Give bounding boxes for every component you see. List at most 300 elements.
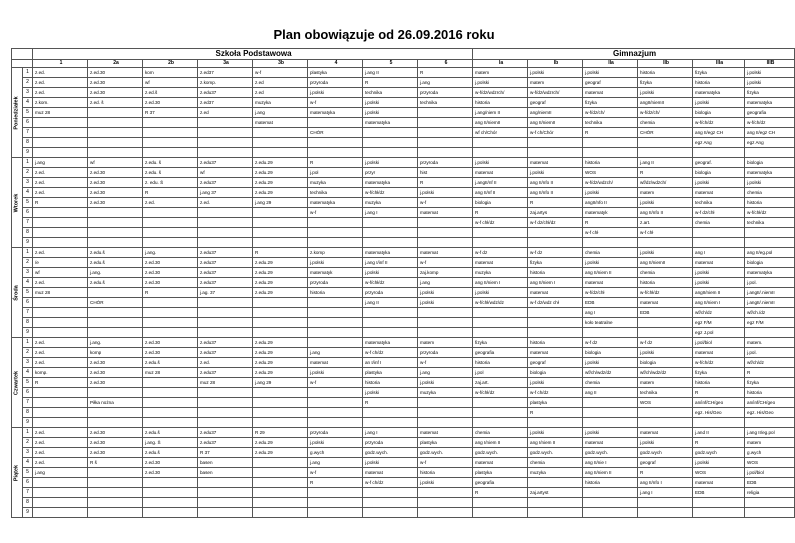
lesson-number: 7: [23, 398, 33, 408]
lesson-cell: [473, 308, 528, 318]
lesson-row: [12, 308, 795, 318]
class-header: 3a: [198, 60, 253, 68]
lesson-cell: ang II/niemII: [473, 118, 528, 128]
lesson-cell: z.ed.: [33, 338, 88, 348]
lesson-cell: [88, 288, 143, 298]
lesson-cell: matemat: [473, 458, 528, 468]
lesson-cell: biologia: [583, 348, 638, 358]
lesson-cell: matematyk: [308, 268, 363, 278]
corner-cell: [12, 49, 33, 60]
lesson-cell: z.ed.30: [88, 78, 143, 88]
lesson-cell: [363, 408, 418, 418]
lesson-number: 3: [23, 358, 33, 368]
lesson-cell: [583, 238, 638, 248]
lesson-cell: fizyka: [745, 88, 795, 98]
lesson-cell: z.edu.š: [88, 278, 143, 288]
lesson-cell: [308, 298, 363, 308]
lesson-cell: j.polski: [693, 268, 745, 278]
lesson-cell: j.polski: [583, 68, 638, 78]
lesson-cell: [418, 318, 473, 328]
lesson-cell: z.ed.30: [88, 168, 143, 178]
lesson-cell: z.ed.: [33, 88, 88, 98]
lesson-cell: [583, 488, 638, 498]
lesson-cell: [473, 318, 528, 328]
lesson-cell: [473, 418, 528, 428]
lesson-cell: [88, 118, 143, 128]
lesson-cell: matematyka: [745, 268, 795, 278]
lesson-cell: [308, 308, 363, 318]
day-label: [12, 428, 23, 518]
lesson-cell: [198, 238, 253, 248]
lesson-cell: z.ed. š: [88, 98, 143, 108]
lesson-cell: [418, 418, 473, 428]
lesson-cell: ang II/nfo II: [528, 178, 583, 188]
lesson-cell: z.ed.30: [88, 368, 143, 378]
lesson-cell: przyroda: [418, 348, 473, 358]
lesson-cell: z.komp: [308, 248, 363, 258]
lesson-cell: biologia: [693, 108, 745, 118]
lesson-cell: R 37: [198, 448, 253, 458]
lesson-cell: plastyka: [308, 68, 363, 78]
lesson-cell: matem.: [745, 338, 795, 348]
lesson-row: [12, 438, 795, 448]
lesson-cell: [363, 488, 418, 498]
lesson-cell: basen: [198, 468, 253, 478]
lesson-cell: [143, 508, 198, 518]
lesson-row: [12, 508, 795, 518]
lesson-cell: fizyka: [528, 258, 583, 268]
lesson-cell: z.ed.: [33, 348, 88, 358]
lesson-cell: historia: [473, 98, 528, 108]
lesson-cell: j.ang.: [143, 248, 198, 258]
lesson-number: 7: [23, 308, 33, 318]
lesson-row: [12, 148, 795, 158]
lesson-cell: z.edu.29: [253, 288, 308, 298]
lesson-cell: j.ang.: [88, 338, 143, 348]
lesson-cell: z.edu.29: [253, 268, 308, 278]
lesson-cell: j.ang.: [88, 268, 143, 278]
lesson-cell: j.polski: [638, 88, 693, 98]
lesson-cell: muzyka: [363, 198, 418, 208]
lesson-cell: WOS: [693, 468, 745, 478]
lesson-number: 6: [23, 298, 33, 308]
lesson-cell: historia: [693, 378, 745, 388]
lesson-cell: plastyka: [473, 468, 528, 478]
lesson-row: [12, 398, 795, 408]
lesson-number: 4: [23, 278, 33, 288]
lesson-cell: [528, 478, 583, 488]
lesson-cell: j.ang: [33, 158, 88, 168]
lesson-cell: [198, 128, 253, 138]
lesson-cell: w-f dz/chł/dz: [528, 218, 583, 228]
lesson-cell: j.polski: [583, 258, 638, 268]
lesson-cell: j.polski: [363, 268, 418, 278]
corner-cell: [12, 60, 33, 68]
lesson-cell: przyroda: [308, 278, 363, 288]
lesson-cell: zaj.art.: [473, 378, 528, 388]
lesson-cell: [418, 398, 473, 408]
lesson-cell: z.ed.30: [88, 378, 143, 388]
lesson-cell: j.polski: [693, 458, 745, 468]
lesson-cell: R: [308, 478, 363, 488]
lesson-cell: [253, 508, 308, 518]
lesson-cell: plastyka: [528, 398, 583, 408]
lesson-number: 7: [23, 218, 33, 228]
lesson-cell: R: [745, 368, 795, 378]
lesson-cell: j.polski: [418, 188, 473, 198]
lesson-cell: R: [363, 78, 418, 88]
lesson-cell: w-f chł: [583, 228, 638, 238]
lesson-cell: [198, 118, 253, 128]
lesson-row: [12, 178, 795, 188]
lesson-cell: chemia: [638, 268, 693, 278]
lesson-cell: [693, 228, 745, 238]
lesson-cell: z.kom.: [33, 98, 88, 108]
lesson-cell: [143, 128, 198, 138]
lesson-cell: [143, 318, 198, 328]
lesson-cell: matemat: [583, 438, 638, 448]
school-header-row: [12, 49, 795, 60]
lesson-cell: [693, 148, 745, 158]
class-header: 2b: [143, 60, 198, 68]
lesson-cell: [33, 138, 88, 148]
lesson-cell: w-f chł: [638, 228, 693, 238]
lesson-cell: geograf: [528, 98, 583, 108]
lesson-cell: [143, 478, 198, 488]
lesson-cell: historia: [528, 268, 583, 278]
lesson-cell: w-f: [308, 208, 363, 218]
lesson-cell: [33, 218, 88, 228]
lesson-cell: ang II/nf II: [473, 188, 528, 198]
lesson-number: 9: [23, 328, 33, 338]
lesson-cell: R: [693, 438, 745, 448]
lesson-cell: [198, 398, 253, 408]
lesson-cell: matematyka: [308, 108, 363, 118]
lesson-cell: j.ang 29: [253, 198, 308, 208]
lesson-cell: j.ang II/eg.pol: [745, 428, 795, 438]
lesson-cell: ang II/nie I: [583, 458, 638, 468]
lesson-number: 4: [23, 98, 33, 108]
lesson-cell: matemat: [473, 258, 528, 268]
lesson-cell: [308, 338, 363, 348]
lesson-cell: [473, 328, 528, 338]
lesson-cell: j.ang II: [363, 68, 418, 78]
lesson-row: [12, 68, 795, 78]
lesson-cell: [253, 298, 308, 308]
lesson-cell: R: [253, 248, 308, 258]
lesson-cell: [33, 118, 88, 128]
lesson-row: [12, 228, 795, 238]
day-name: Piątek: [13, 464, 20, 481]
lesson-number: 3: [23, 268, 33, 278]
lesson-row: [12, 388, 795, 398]
lesson-cell: w-f ch/Chór: [528, 128, 583, 138]
lesson-cell: R: [638, 168, 693, 178]
lesson-row: [12, 358, 795, 368]
lesson-cell: muz 28: [33, 108, 88, 118]
lesson-cell: geografia: [745, 108, 795, 118]
lesson-cell: j.polski: [418, 288, 473, 298]
lesson-cell: [528, 318, 583, 328]
lesson-cell: z.edu. š: [143, 158, 198, 168]
lesson-cell: z.ed.: [33, 178, 88, 188]
lesson-cell: wf: [198, 168, 253, 178]
lesson-cell: z.edu37: [198, 348, 253, 358]
lesson-cell: w-f/ch/dz: [693, 118, 745, 128]
lesson-number: 1: [23, 68, 33, 78]
lesson-cell: wf/ch/dz: [693, 308, 745, 318]
lesson-cell: [198, 318, 253, 328]
lesson-row: [12, 468, 795, 478]
lesson-cell: WOS: [745, 458, 795, 468]
lesson-cell: matematyka: [363, 118, 418, 128]
lesson-cell: matemat: [253, 118, 308, 128]
lesson-cell: matematyka: [693, 88, 745, 98]
lesson-cell: j.polski: [583, 358, 638, 368]
lesson-cell: w-f dz: [638, 338, 693, 348]
lesson-cell: matem: [418, 338, 473, 348]
lesson-cell: geograf: [583, 78, 638, 88]
lesson-cell: w-f/ch/dz: [693, 358, 745, 368]
lesson-cell: [143, 398, 198, 408]
lesson-cell: w-f/chł/dz: [638, 288, 693, 298]
lesson-cell: WOS: [583, 168, 638, 178]
lesson-cell: j.ang 29: [253, 378, 308, 388]
lesson-cell: historia: [528, 338, 583, 348]
lesson-cell: z.edu37: [198, 428, 253, 438]
lesson-cell: [693, 508, 745, 518]
lesson-row: [12, 218, 795, 228]
lesson-cell: przyroda: [418, 158, 473, 168]
lesson-cell: wf: [33, 268, 88, 278]
lesson-number: 4: [23, 188, 33, 198]
lesson-cell: [308, 138, 363, 148]
lesson-cell: [308, 228, 363, 238]
lesson-cell: j.polski: [693, 278, 745, 288]
lesson-cell: ang II/nfo II: [638, 208, 693, 218]
lesson-cell: R: [33, 198, 88, 208]
lesson-number: 6: [23, 118, 33, 128]
lesson-cell: [253, 148, 308, 158]
lesson-cell: [33, 298, 88, 308]
lesson-row: [12, 348, 795, 358]
lesson-cell: j.polski: [693, 98, 745, 108]
lesson-row: [12, 408, 795, 418]
lesson-row: [12, 278, 795, 288]
lesson-cell: z.ed.: [33, 78, 88, 88]
lesson-row: [12, 448, 795, 458]
lesson-cell: [308, 238, 363, 248]
lesson-cell: [583, 418, 638, 428]
lesson-cell: j.ang/niem II: [473, 108, 528, 118]
lesson-cell: [418, 108, 473, 118]
lesson-cell: z.ed.: [198, 198, 253, 208]
lesson-cell: [198, 488, 253, 498]
lesson-cell: matematyk: [583, 208, 638, 218]
lesson-cell: matemat: [418, 428, 473, 438]
lesson-cell: matemat: [363, 468, 418, 478]
lesson-cell: historia: [308, 288, 363, 298]
class-header: IIIB: [745, 60, 795, 68]
lesson-cell: matem: [528, 78, 583, 88]
lesson-cell: z.ed.30: [143, 278, 198, 288]
lesson-number: 6: [23, 388, 33, 398]
lesson-number: 2: [23, 78, 33, 88]
lesson-cell: z.ed: [253, 78, 308, 88]
lesson-cell: [363, 508, 418, 518]
lesson-row: [12, 338, 795, 348]
lesson-cell: j.pol: [308, 168, 363, 178]
lesson-cell: zaj.artys: [528, 208, 583, 218]
lesson-cell: angII/niem II: [693, 288, 745, 298]
lesson-cell: j.ang II: [363, 298, 418, 308]
lesson-number: 5: [23, 468, 33, 478]
lesson-cell: R: [473, 488, 528, 498]
lesson-row: [12, 428, 795, 438]
lesson-cell: j.angII/nf II: [473, 178, 528, 188]
lesson-cell: [583, 408, 638, 418]
lesson-cell: [143, 408, 198, 418]
lesson-cell: R: [583, 128, 638, 138]
lesson-cell: muz 28: [198, 378, 253, 388]
lesson-cell: z.ed.: [33, 428, 88, 438]
lesson-cell: w-f/ch/dz: [745, 118, 795, 128]
lesson-cell: wf/ch/wdz/dz: [638, 368, 693, 378]
lesson-cell: [693, 238, 745, 248]
lesson-cell: z.ed.: [33, 278, 88, 288]
lesson-cell: j.polski: [473, 288, 528, 298]
class-header: 4: [308, 60, 363, 68]
lesson-cell: j.pol/biol: [745, 468, 795, 478]
lesson-cell: [473, 228, 528, 238]
lesson-cell: muzyka: [253, 98, 308, 108]
lesson-cell: R: [143, 288, 198, 298]
lesson-row: [12, 458, 795, 468]
day-name: Środa: [13, 284, 20, 301]
lesson-cell: j.polski: [473, 158, 528, 168]
lesson-cell: [418, 308, 473, 318]
lesson-row: [12, 478, 795, 488]
lesson-cell: [745, 418, 795, 428]
lesson-cell: matemat: [693, 348, 745, 358]
lesson-cell: matem: [745, 438, 795, 448]
lesson-cell: fizyka: [745, 378, 795, 388]
lesson-cell: [418, 498, 473, 508]
lesson-cell: matematyka: [363, 248, 418, 258]
lesson-row: [12, 378, 795, 388]
lesson-cell: z.edu.29: [253, 338, 308, 348]
lesson-cell: [88, 148, 143, 158]
lesson-cell: biologia: [745, 158, 795, 168]
lesson-cell: j.polski: [528, 68, 583, 78]
lesson-row: [12, 118, 795, 128]
lesson-cell: [363, 148, 418, 158]
lesson-cell: j.ang I: [363, 428, 418, 438]
lesson-cell: [88, 478, 143, 488]
lesson-cell: w-f ch/dz: [363, 348, 418, 358]
lesson-cell: matemat: [693, 188, 745, 198]
lesson-cell: j.polski: [308, 258, 363, 268]
lesson-cell: ang II/niem I: [473, 278, 528, 288]
school-primary-header: Szkoła Podstawowa: [33, 49, 473, 60]
lesson-cell: [143, 388, 198, 398]
lesson-cell: EDB: [638, 308, 693, 318]
lesson-cell: matemat: [528, 158, 583, 168]
lesson-cell: j.polski: [638, 248, 693, 258]
lesson-cell: [693, 418, 745, 428]
lesson-cell: [88, 108, 143, 118]
lesson-cell: [528, 228, 583, 238]
lesson-cell: an/inf/CH/geo: [693, 398, 745, 408]
lesson-cell: R: [308, 158, 363, 168]
lesson-cell: [583, 398, 638, 408]
lesson-cell: chemia: [693, 218, 745, 228]
lesson-cell: z.ed.30: [143, 468, 198, 478]
lesson-cell: historia: [638, 278, 693, 288]
lesson-cell: [88, 468, 143, 478]
lesson-cell: historia: [363, 378, 418, 388]
lesson-cell: [418, 218, 473, 228]
lesson-cell: [528, 508, 583, 518]
lesson-cell: z.edu37: [198, 338, 253, 348]
lesson-cell: [88, 498, 143, 508]
lesson-cell: z.art.: [638, 218, 693, 228]
lesson-cell: j.ang: [308, 348, 363, 358]
lesson-number: 9: [23, 238, 33, 248]
lesson-cell: [198, 148, 253, 158]
lesson-cell: angII/niemII: [638, 98, 693, 108]
lesson-cell: [33, 308, 88, 318]
lesson-cell: [143, 328, 198, 338]
lesson-cell: R: [473, 208, 528, 218]
lesson-cell: wf ch/Chór: [473, 128, 528, 138]
lesson-cell: w-f/chł/dz: [473, 388, 528, 398]
lesson-cell: godz.wych: [693, 448, 745, 458]
lesson-cell: [253, 398, 308, 408]
lesson-cell: z.edu.29: [253, 368, 308, 378]
lesson-cell: [745, 228, 795, 238]
lesson-cell: z.edu.š: [143, 448, 198, 458]
lesson-cell: z.edu.29: [253, 278, 308, 288]
lesson-cell: egz F/M: [693, 318, 745, 328]
lesson-cell: [308, 498, 363, 508]
lesson-cell: geograf: [528, 358, 583, 368]
lesson-cell: matemat: [638, 298, 693, 308]
lesson-cell: ang II/egz CH: [693, 128, 745, 138]
lesson-cell: [143, 378, 198, 388]
lesson-cell: [33, 238, 88, 248]
lesson-cell: z.ed.: [143, 198, 198, 208]
lesson-cell: [253, 498, 308, 508]
lesson-cell: [88, 408, 143, 418]
lesson-cell: [143, 228, 198, 238]
lesson-cell: [33, 488, 88, 498]
lesson-cell: przyroda: [363, 438, 418, 448]
lesson-cell: angII/nfo II: [583, 198, 638, 208]
lesson-number: 5: [23, 108, 33, 118]
lesson-number: 1: [23, 338, 33, 348]
lesson-cell: [473, 138, 528, 148]
lesson-cell: j.polski: [745, 68, 795, 78]
lesson-cell: [88, 328, 143, 338]
lesson-cell: z.edu.29: [253, 158, 308, 168]
lesson-cell: wf/dz/wdzch/: [638, 178, 693, 188]
lesson-cell: [33, 408, 88, 418]
lesson-row: [12, 318, 795, 328]
lesson-cell: [198, 208, 253, 218]
lesson-cell: muz 28: [33, 288, 88, 298]
lesson-number: 4: [23, 458, 33, 468]
